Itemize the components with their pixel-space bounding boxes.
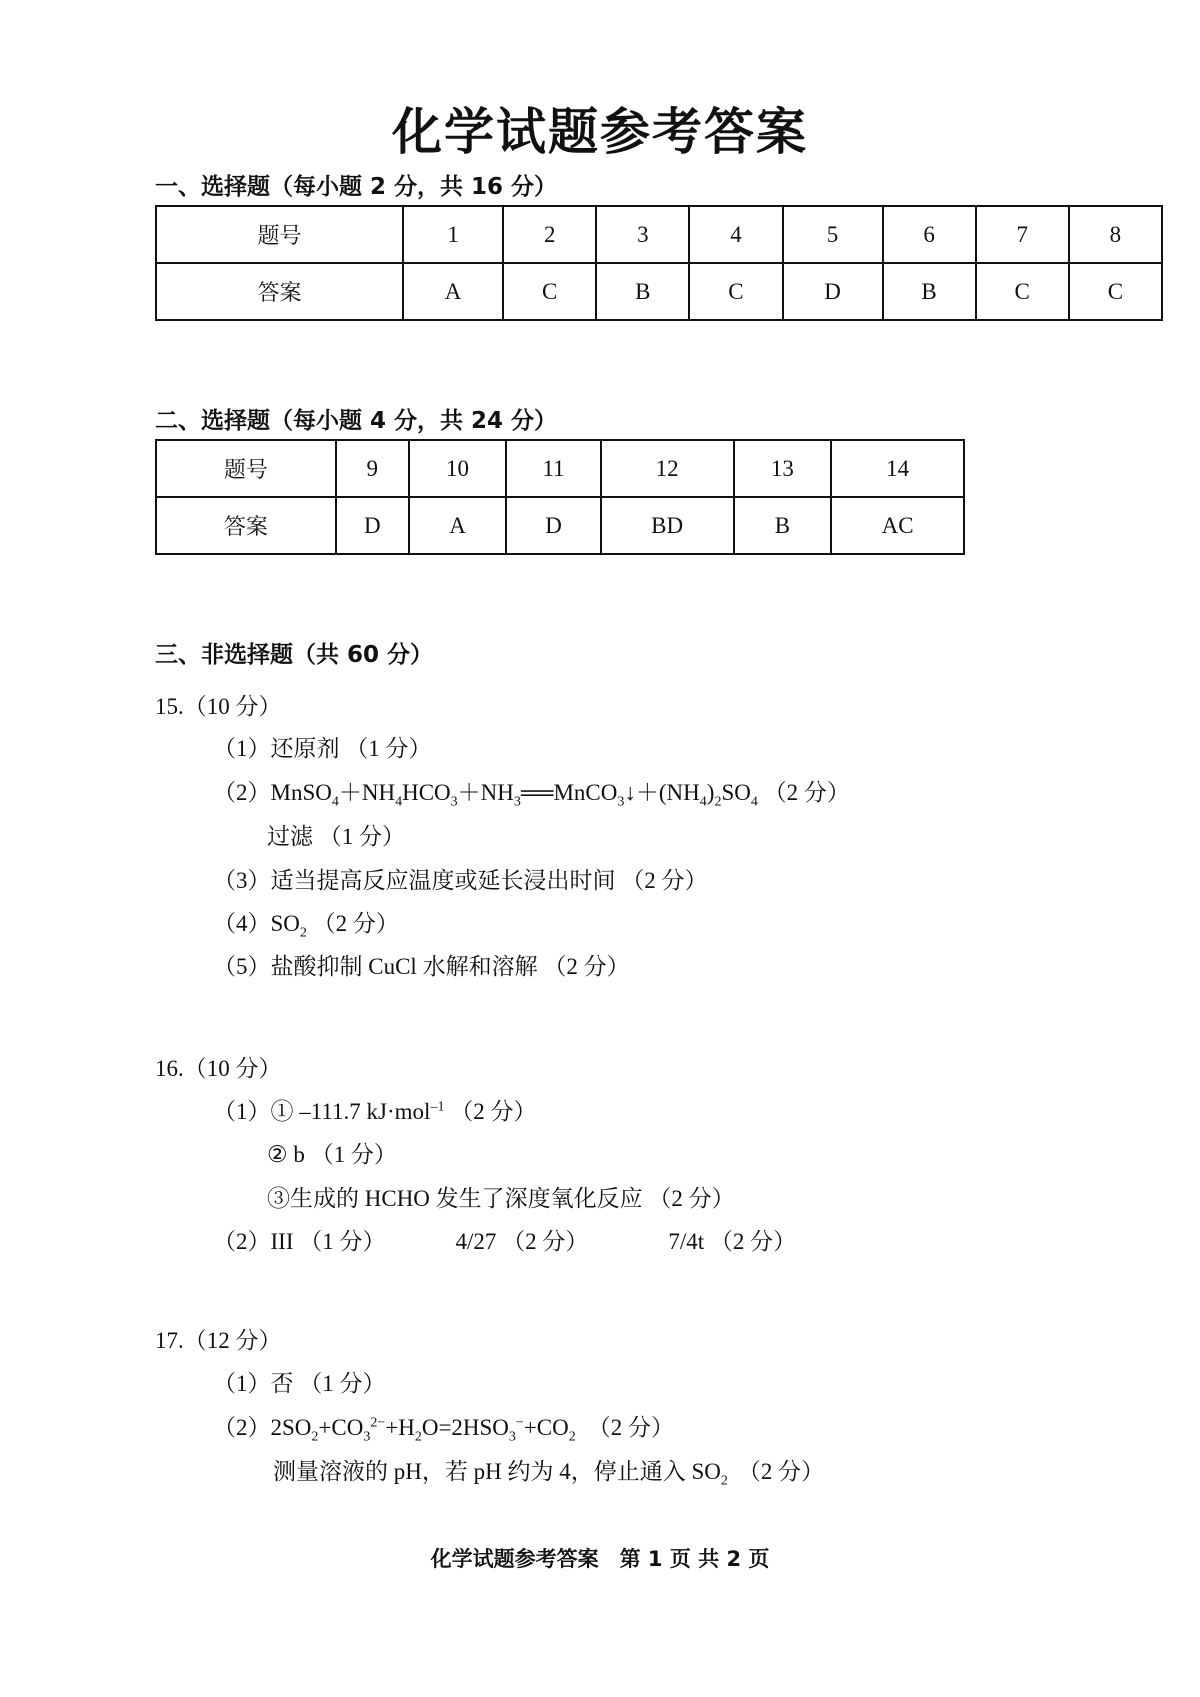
- answer-cell: C: [1069, 263, 1162, 320]
- page-footer: 化学试题参考答案 第 1 页 共 2 页: [430, 1547, 770, 1571]
- question-number: 5: [783, 206, 883, 263]
- q16-answer-1c: ③生成的 HCHO 发生了深度氧化反应 （2 分）: [267, 1186, 735, 1211]
- answer-cell: D: [506, 497, 600, 554]
- answer-cell: C: [976, 263, 1069, 320]
- table-row-answers: [156, 263, 1162, 320]
- q15-answer-2: $(2)MnSO_4+NH_4HCO_3+NH_3══MnCO_3↓+(NH_4)_2SO_4$ （2 分）: [213, 780, 850, 810]
- q16-answer-1: （1）① –111.7 kJ·mol$^{-1}$ （2 分）: [213, 1099, 537, 1124]
- question-number: 12: [601, 440, 734, 497]
- question-number: 4: [689, 206, 782, 263]
- question-number: 13: [734, 440, 832, 497]
- q17-answer-2b: 测量溶液的 pH，若 pH 约为 4，停止通入 $SO_2$ （2 分）: [273, 1459, 825, 1489]
- row-label: 答案: [156, 497, 336, 554]
- answer-cell: D: [336, 497, 409, 554]
- q15-answer-2b: 过滤 （1 分）: [267, 824, 405, 849]
- section3-heading: 三、非选择题（共 60 分）: [155, 642, 434, 668]
- row-label: 题号: [156, 440, 336, 497]
- row-label: 题号: [156, 206, 403, 263]
- question-number: 11: [506, 440, 600, 497]
- page-title: 化学试题参考答案: [392, 103, 808, 161]
- table-row-numbers: [156, 440, 964, 497]
- answer-cell: B: [883, 263, 976, 320]
- question-number: 8: [1069, 206, 1162, 263]
- question-number: 1: [403, 206, 503, 263]
- question-16-header: 16.（10 分）: [155, 1056, 282, 1081]
- answer-cell: C: [689, 263, 782, 320]
- answer-cell: B: [734, 497, 832, 554]
- row-label: 答案: [156, 263, 403, 320]
- section1-answer-table: [155, 205, 1163, 321]
- question-number: 7: [976, 206, 1069, 263]
- question-number: 6: [883, 206, 976, 263]
- q15-answer-1: （1）还原剂 （1 分）: [213, 736, 432, 761]
- table-row-answers: [156, 497, 964, 554]
- question-number: 2: [503, 206, 596, 263]
- q15-answer-4: $(4)SO_2$ （2 分）: [213, 911, 399, 941]
- section2-heading: 二、选择题（每小题 4 分，共 24 分）: [155, 408, 558, 434]
- q15-answer-5: （5）盐酸抑制 CuCl 水解和溶解 （2 分）: [213, 954, 630, 979]
- answer-cell: D: [783, 263, 883, 320]
- question-15-header: 15.（10 分）: [155, 694, 282, 719]
- answer-cell: BD: [601, 497, 734, 554]
- answer-cell: A: [409, 497, 507, 554]
- answer-cell: AC: [831, 497, 964, 554]
- question-number: 10: [409, 440, 507, 497]
- question-number: 3: [596, 206, 689, 263]
- table-row-numbers: [156, 206, 1162, 263]
- question-number: 14: [831, 440, 964, 497]
- q17-answer-1: （1）否 （1 分）: [213, 1371, 386, 1396]
- question-number: 9: [336, 440, 409, 497]
- section1-heading: 一、选择题（每小题 2 分，共 16 分）: [155, 174, 558, 200]
- q15-answer-3: （3）适当提高反应温度或延长浸出时间 （2 分）: [213, 868, 708, 893]
- answer-cell: B: [596, 263, 689, 320]
- q17-answer-2: $(2)2SO_2+CO_3^{2-}+H_2O=2HSO_3^-+CO_2$ （2 分）: [213, 1415, 674, 1445]
- q15-answer-2-label: （2）: [213, 780, 271, 805]
- answer-cell: A: [403, 263, 503, 320]
- question-17-header: 17.（12 分）: [155, 1328, 282, 1353]
- answer-cell: C: [503, 263, 596, 320]
- section2-answer-table: [155, 439, 965, 555]
- q16-answer-1b: ② b （1 分）: [267, 1142, 397, 1167]
- q16-answer-2: （2）III （1 分） 4/27 （2 分） 7/4t （2 分）: [213, 1229, 797, 1254]
